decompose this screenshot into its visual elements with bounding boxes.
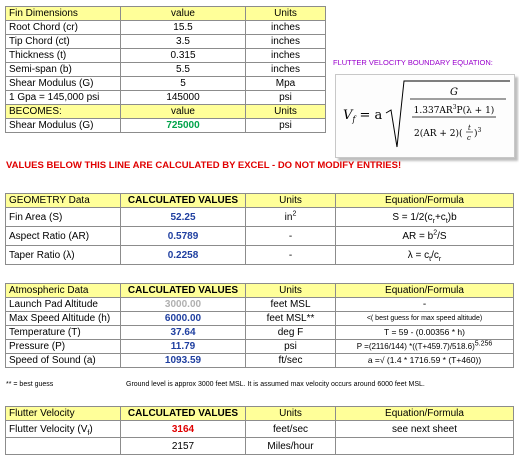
fin-header-label: Fin Dimensions [6,7,121,21]
atmos-row-speed-of-sound [6,354,514,368]
result-label: Shear Modulus (G) [6,119,121,133]
becomes-label: BECOMES: [6,105,121,119]
fin-row-semi-span [6,63,326,77]
geometry-header-units: Units [246,194,336,208]
fin-dimensions-table [5,6,326,133]
flutter-header-row [6,407,514,421]
geometry-formula: AR = $b^2/S$ [336,227,514,246]
fin-label: Tip Chord (ct) [6,35,121,49]
fin-label: Thickness (t) [6,49,121,63]
warning-text: VALUES BELOW THIS LINE ARE CALCULATED BY EXCEL - DO NOT MODIFY ENTRIES! [6,160,402,171]
fin-header-value: value [121,7,246,21]
atmos-header-units: Units [246,284,336,298]
fin-value-cell[interactable]: 3.5 [121,35,246,49]
geometry-row-fin-area [6,208,514,227]
atmos-label: Max Speed Altitude (h) [6,312,121,326]
atmospheric-table [5,283,514,368]
atmos-formula: <( best guess for max speed altitude) [336,312,514,326]
atmos-header-values: CALCULATED VALUES [121,284,246,298]
geometry-unit: - [246,246,336,265]
fin-unit: inches [246,49,326,63]
geometry-label: Taper Ratio (λ) [6,246,121,265]
fin-row-shear-modulus [6,77,326,91]
becomes-value-header: value [121,105,246,119]
geometry-table [5,193,514,265]
atmos-formula: a =√ (1.4 * 1716.59 * (T+460)) [336,354,514,368]
flutter-equation-image [335,74,515,158]
best-guess-note: ** = best guess [6,381,54,388]
atmos-header-formula: Equation/Formula [336,284,514,298]
flutter-label: Flutter Velocity $(V_f)$ [6,421,121,438]
fin-value-cell[interactable]: 145000 [121,91,246,105]
flutter-formula-empty [336,438,514,455]
becomes-header-row [6,105,326,119]
fin-row-tip-chord [6,35,326,49]
geometry-header-values: CALCULATED VALUES [121,194,246,208]
fin-label: Root Chord (cr) [6,21,121,35]
atmos-value[interactable]: 11.79 [121,340,246,354]
eq-frac-t: t [468,124,471,132]
eq-denominator-2-end: )$^3$ [474,127,482,139]
flutter-value[interactable]: 2157 [121,438,246,455]
flutter-unit: feet/sec [246,421,336,438]
result-unit: psi [246,119,326,133]
atmos-unit: psi [246,340,336,354]
atmos-header-row [6,284,514,298]
fin-label: Semi-span (b) [6,63,121,77]
geometry-label: Fin Area (S) [6,208,121,227]
flutter-header-values: CALCULATED VALUES [121,407,246,421]
fin-value-cell[interactable]: 5.5 [121,63,246,77]
atmos-row-launch-pad [6,298,514,312]
atmos-label: Temperature (T) [6,326,121,340]
geometry-value[interactable]: 0.5789 [121,227,246,246]
atmos-unit: feet MSL [246,298,336,312]
flutter-value[interactable]: 3164 [121,421,246,438]
fin-unit: inches [246,21,326,35]
fin-header-units: Units [246,7,326,21]
atmos-formula: P =(2116/144) $*((T+459.7)/518.6)^{5.256}$ [336,340,514,354]
fin-row-result [6,119,326,133]
fin-unit: inches [246,35,326,49]
atmos-formula: - [336,298,514,312]
flutter-formula: see next sheet [336,421,514,438]
fin-value-cell[interactable]: 15.5 [121,21,246,35]
atmos-value[interactable]: 3000.00 [121,298,246,312]
result-value[interactable]: 725000 [121,119,246,133]
flutter-header-label: Flutter Velocity [6,407,121,421]
atmos-label: Pressure (P) [6,340,121,354]
geometry-value[interactable]: 0.2258 [121,246,246,265]
flutter-label-empty [6,438,121,455]
atmos-unit: ft/sec [246,354,336,368]
atmos-unit: deg F [246,326,336,340]
geometry-header-label: GEOMETRY Data [6,194,121,208]
becomes-units-header: Units [246,105,326,119]
fin-unit: Mpa [246,77,326,91]
eq-denominator-2: 2(AR + 2)( [414,129,463,139]
ground-level-note: Ground level is approx 3000 feet MSL. It is assumed max velocity occurs around 6000 feet MSL. [126,381,425,388]
fin-row-thickness [6,49,326,63]
geometry-row-aspect-ratio [6,227,514,246]
flutter-row-mph [6,438,514,455]
atmos-header-label: Atmospheric Data [6,284,121,298]
flutter-unit: Miles/hour [246,438,336,455]
fin-row-root-chord [6,21,326,35]
geometry-header-row [6,194,514,208]
atmos-row-max-speed-altitude [6,312,514,326]
fin-value-cell[interactable]: 5 [121,77,246,91]
geometry-value[interactable]: 52.25 [121,208,246,227]
atmos-label: Speed of Sound (a) [6,354,121,368]
atmos-unit: feet MSL** [246,312,336,326]
flutter-row-fps [6,421,514,438]
eq-denominator-1: $1.337AR^3P(\lambda + 1)$ [413,104,495,116]
flutter-header-formula: Equation/Formula [336,407,514,421]
atmos-value[interactable]: 1093.59 [121,354,246,368]
fin-row-conversion [6,91,326,105]
geometry-header-formula: Equation/Formula [336,194,514,208]
geometry-formula: $\lambda = c_t/c_r$ [336,246,514,265]
fin-header-row [6,7,326,21]
atmos-value[interactable]: 6000.00 [121,312,246,326]
atmos-row-temperature [6,326,514,340]
geometry-label: Aspect Ratio (AR) [6,227,121,246]
atmos-formula: T = 59 - (0.00356 * h) [336,326,514,340]
geometry-unit: $in^2$ [246,208,336,227]
equation-title: FLUTTER VELOCITY BOUNDARY EQUATION: [333,58,493,67]
fin-label: Shear Modulus (G) [6,77,121,91]
flutter-equation-svg [336,75,514,157]
eq-numerator: G [450,87,458,98]
flutter-header-units: Units [246,407,336,421]
geometry-formula: $S = 1/2(c_r+c_t)b$ [336,208,514,227]
atmos-value[interactable]: 37.64 [121,326,246,340]
fin-unit: psi [246,91,326,105]
atmos-row-pressure [6,340,514,354]
geometry-row-taper-ratio [6,246,514,265]
atmos-label: Launch Pad Altitude [6,298,121,312]
fin-value-cell[interactable]: 0.315 [121,49,246,63]
geometry-unit: - [246,227,336,246]
flutter-table [5,406,514,455]
fin-label: 1 Gpa = 145,000 psi [6,91,121,105]
eq-lhs: $V_f = a$ [343,108,383,124]
eq-frac-c: c [467,134,471,142]
fin-unit: inches [246,63,326,77]
